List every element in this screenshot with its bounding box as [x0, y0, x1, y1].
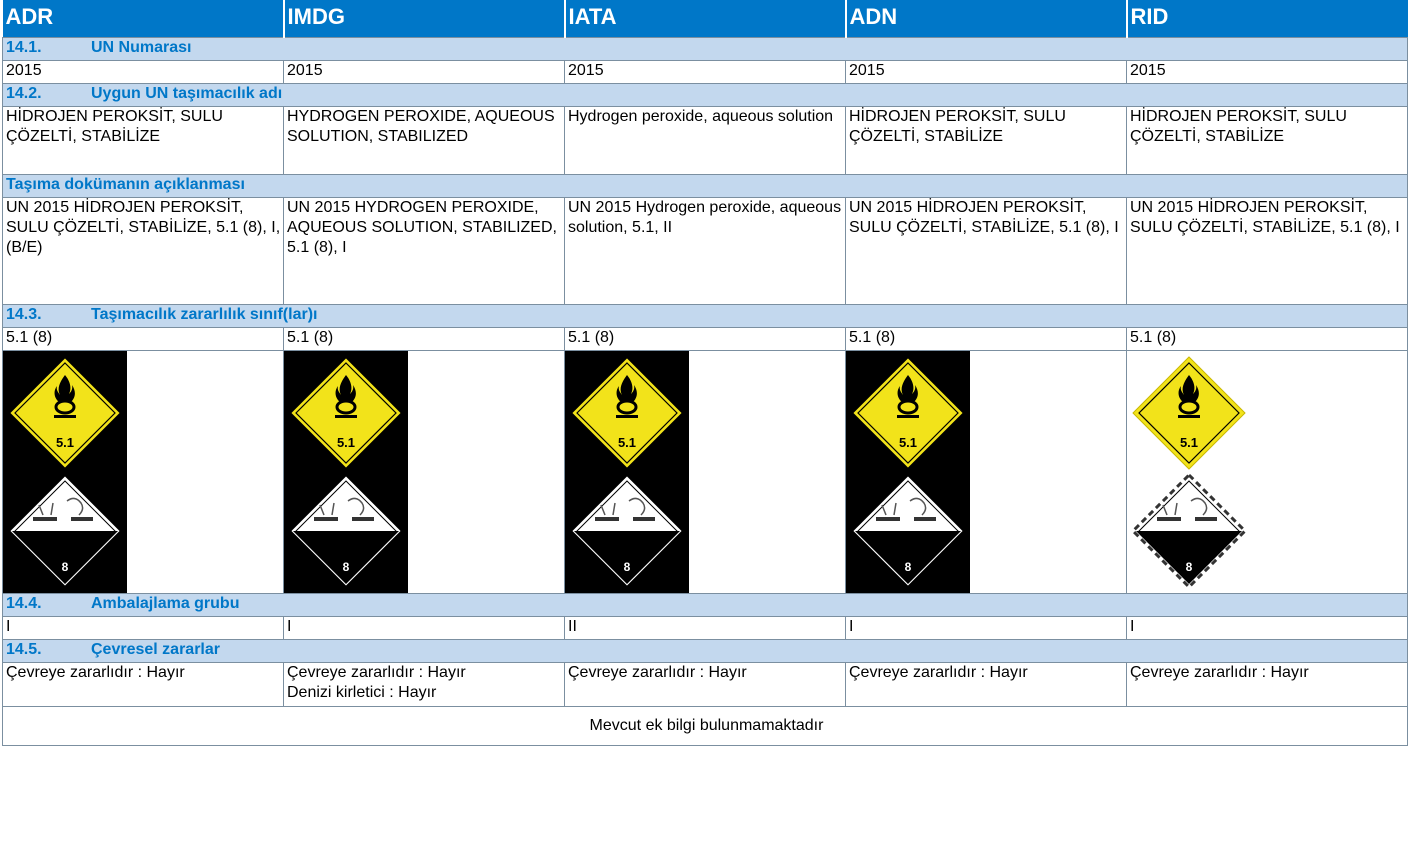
oxidizer-class-number: 5.1 [617, 435, 637, 450]
packing-group-imdg: I [284, 617, 565, 640]
packing-group-rid: I [1127, 617, 1408, 640]
corrosive-class-number: 8 [623, 560, 631, 574]
column-header-rid: RID [1127, 0, 1408, 38]
env-hazard-text: Çevreye zararlıdır : Hayır [849, 664, 1028, 681]
un-number-imdg: 2015 [284, 61, 565, 84]
hazard-class-rid: 5.1 (8) [1127, 328, 1408, 351]
column-header-row [3, 0, 1408, 38]
oxidizer-class-number: 5.1 [1179, 435, 1199, 450]
packing-group-adr: I [3, 617, 284, 640]
oxidizer-class-number: 5.1 [336, 435, 356, 450]
hazard-class-row [3, 328, 1408, 351]
section-title: Taşıma dokümanın açıklanması [3, 175, 1408, 198]
un-number-adr: 2015 [3, 61, 284, 84]
doc-description-adn: UN 2015 HİDROJEN PEROKSİT, SULU ÇÖZELTİ, STABİLİZE, 5.1 (8), I [846, 198, 1127, 305]
doc-description-iata: UN 2015 Hydrogen peroxide, aqueous solution, 5.1, II [565, 198, 846, 305]
hazard-labels-svg [565, 351, 689, 593]
hazard-labels-adn [846, 351, 1127, 594]
section-number: 14.2. [6, 85, 42, 102]
hazard-labels-svg [1127, 351, 1251, 593]
env-hazard-text: Çevreye zararlıdır : Hayır [6, 664, 185, 681]
un-number-row [3, 61, 1408, 84]
marine-pollutant-text: Denizi kirletici : Hayır [287, 684, 437, 701]
un-number-adn: 2015 [846, 61, 1127, 84]
env-hazard-text: Çevreye zararlıdır : Hayır [287, 664, 466, 681]
un-number-iata: 2015 [565, 61, 846, 84]
column-header-imdg: IMDG [284, 0, 565, 38]
env-hazard-imdg [284, 663, 565, 707]
hazard-labels-imdg [284, 351, 565, 594]
corrosive-class-number: 8 [1185, 560, 1193, 574]
section-title: Taşımacılık zararlılık sınıf(lar)ı [91, 306, 318, 323]
column-header-adr: ADR [3, 0, 284, 38]
env-hazard-text: Çevreye zararlıdır : Hayır [1130, 664, 1309, 681]
hazard-class-imdg: 5.1 (8) [284, 328, 565, 351]
section-title: Ambalajlama grubu [91, 595, 240, 612]
doc-description-row [3, 198, 1408, 305]
section-number: 14.1. [6, 39, 42, 56]
hazard-labels-image [284, 351, 408, 593]
packing-group-iata: II [565, 617, 846, 640]
env-hazard-text: Çevreye zararlıdır : Hayır [568, 664, 747, 681]
packing-group-adn: I [846, 617, 1127, 640]
un-number-rid: 2015 [1127, 61, 1408, 84]
hazard-class-adr: 5.1 (8) [3, 328, 284, 351]
env-hazard-iata [565, 663, 846, 707]
shipping-name-adn: HİDROJEN PEROKSİT, SULU ÇÖZELTİ, STABİLİZE [846, 107, 1127, 175]
hazard-labels-row [3, 351, 1408, 594]
env-hazard-adn [846, 663, 1127, 707]
column-header-iata: IATA [565, 0, 846, 38]
section-header-14-5 [3, 640, 1408, 663]
hazard-labels-svg [284, 351, 408, 593]
hazard-labels-iata [565, 351, 846, 594]
section-title: Uygun UN taşımacılık adı [91, 85, 283, 102]
env-hazard-rid [1127, 663, 1408, 707]
column-header-adn: ADN [846, 0, 1127, 38]
corrosive-class-number: 8 [61, 560, 69, 574]
corrosive-class-number: 8 [904, 560, 912, 574]
hazard-labels-adr [3, 351, 284, 594]
section-number: 14.5. [6, 641, 42, 658]
shipping-name-row [3, 107, 1408, 175]
shipping-name-rid: HİDROJEN PEROKSİT, SULU ÇÖZELTİ, STABİLİZE [1127, 107, 1408, 175]
section-header-14-2 [3, 84, 1408, 107]
shipping-name-iata: Hydrogen peroxide, aqueous solution [565, 107, 846, 175]
footer-note: Mevcut ek bilgi bulunmamaktadır [3, 707, 1408, 746]
env-hazard-row [3, 663, 1408, 707]
doc-description-rid: UN 2015 HİDROJEN PEROKSİT, SULU ÇÖZELTİ, STABİLİZE, 5.1 (8), I [1127, 198, 1408, 305]
section-number: 14.4. [6, 595, 42, 612]
section-number: 14.3. [6, 306, 42, 323]
shipping-name-imdg: HYDROGEN PEROXIDE, AQUEOUS SOLUTION, STABILIZED [284, 107, 565, 175]
hazard-labels-svg [3, 351, 127, 593]
hazard-labels-svg [846, 351, 970, 593]
hazard-class-adn: 5.1 (8) [846, 328, 1127, 351]
oxidizer-class-number: 5.1 [55, 435, 75, 450]
corrosive-class-number: 8 [342, 560, 350, 574]
doc-description-imdg: UN 2015 HYDROGEN PEROXIDE, AQUEOUS SOLUTION, STABILIZED, 5.1 (8), I [284, 198, 565, 305]
hazard-class-iata: 5.1 (8) [565, 328, 846, 351]
section-title: Çevresel zararlar [91, 641, 220, 658]
hazard-labels-image [3, 351, 127, 593]
hazard-labels-image [1127, 351, 1251, 593]
oxidizer-class-number: 5.1 [898, 435, 918, 450]
hazard-labels-rid [1127, 351, 1408, 594]
section-header-14-3 [3, 305, 1408, 328]
doc-description-adr: UN 2015 HİDROJEN PEROKSİT, SULU ÇÖZELTİ, STABİLİZE, 5.1 (8), I, (B/E) [3, 198, 284, 305]
hazard-labels-image [846, 351, 970, 593]
section-header-doc [3, 175, 1408, 198]
footer-note-row [3, 707, 1408, 746]
env-hazard-adr [3, 663, 284, 707]
packing-group-row [3, 617, 1408, 640]
transport-info-table [2, 0, 1408, 746]
hazard-labels-image [565, 351, 689, 593]
section-title: UN Numarası [91, 39, 192, 56]
shipping-name-adr: HİDROJEN PEROKSİT, SULU ÇÖZELTİ, STABİLİZE [3, 107, 284, 175]
section-header-14-4 [3, 594, 1408, 617]
section-header-14-1 [3, 38, 1408, 61]
